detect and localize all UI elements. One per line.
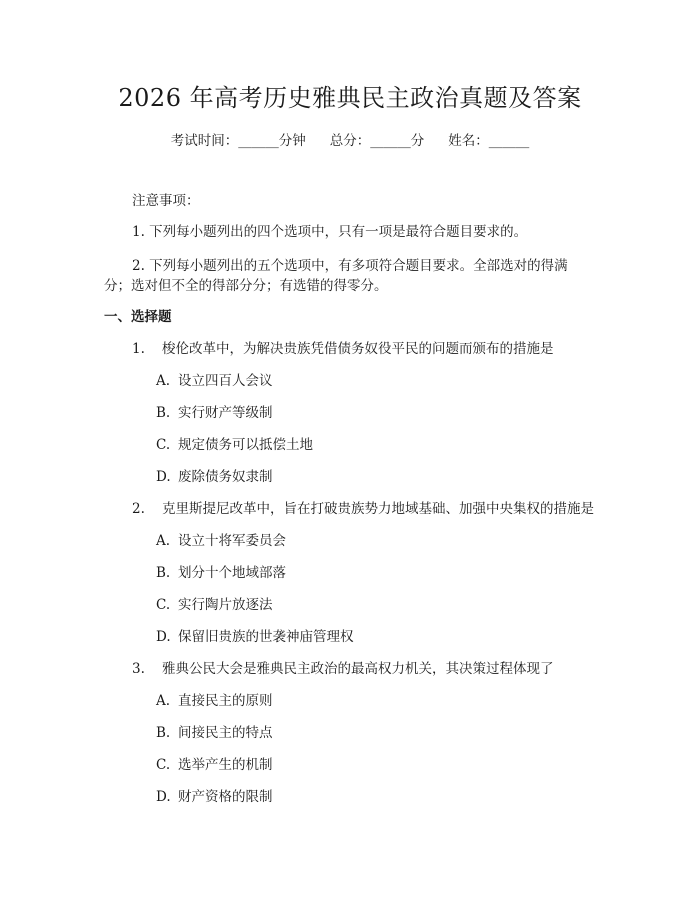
question-2-option-d (156, 627, 354, 647)
question-number: 3. (132, 661, 145, 677)
option-text: 规定债务可以抵偿土地 (178, 437, 313, 453)
question-number: 2. (132, 501, 145, 517)
option-text: 设立四百人会议 (178, 373, 273, 389)
question-text: 雅典公民大会是雅典民主政治的最高权力机关，其决策过程体现了 (162, 661, 554, 677)
question-3-option-a (156, 691, 273, 711)
total-score-field: 总分：______分 (329, 133, 425, 149)
notes-heading: 注意事项： (132, 193, 200, 209)
option-letter: D. (156, 789, 171, 805)
question-2-option-a (156, 531, 286, 551)
option-letter: A. (156, 693, 171, 709)
question-1-option-a (156, 371, 273, 391)
note-item-2-line-2: 分；选对但不全的得部分分；有选错的得零分。 (104, 278, 388, 294)
question-3-option-c (156, 755, 273, 775)
question-1-stem (132, 339, 554, 359)
option-letter: B. (156, 565, 171, 581)
question-2-option-c (156, 595, 273, 615)
option-text: 间接民主的特点 (178, 725, 273, 741)
question-2-option-b (156, 563, 286, 583)
option-text: 设立十将军委员会 (178, 533, 286, 549)
option-text: 选举产生的机制 (178, 757, 273, 773)
question-number: 1. (132, 341, 145, 357)
note-item-2-line-1: 2. 下列每小题列出的五个选项中，有多项符合题目要求。全部选对的得满 (132, 258, 568, 274)
exam-time-field: 考试时间：______分钟 (170, 133, 306, 149)
option-text: 实行财产等级制 (178, 405, 273, 421)
option-letter: C. (156, 437, 171, 453)
question-3-option-b (156, 723, 273, 743)
student-name-field: 姓名：______ (448, 133, 530, 149)
option-letter: A. (156, 373, 171, 389)
option-text: 财产资格的限制 (178, 789, 273, 805)
question-1-option-c (156, 435, 313, 455)
option-text: 直接民主的原则 (178, 693, 273, 709)
note-item-1: 1. 下列每小题列出的四个选项中，只有一项是最符合题目要求的。 (132, 224, 528, 240)
option-text: 废除债务奴隶制 (178, 469, 273, 485)
question-2-stem (132, 499, 594, 519)
question-text: 克里斯提尼改革中，旨在打破贵族势力地域基础、加强中央集权的措施是 (162, 501, 594, 517)
option-letter: B. (156, 405, 171, 421)
option-letter: A. (156, 533, 171, 549)
section-heading: 一、选择题 (104, 309, 172, 325)
question-3-option-d (156, 787, 273, 807)
option-text: 实行陶片放逐法 (178, 597, 273, 613)
question-1-option-d (156, 467, 273, 487)
option-text: 划分十个地域部落 (178, 565, 286, 581)
page-title: 2026 年高考历史雅典民主政治真题及答案 (118, 84, 582, 112)
exam-meta-line (0, 131, 700, 151)
option-letter: B. (156, 725, 171, 741)
question-3-stem (132, 659, 554, 679)
question-1-option-b (156, 403, 273, 423)
option-text: 保留旧贵族的世袭神庙管理权 (178, 629, 354, 645)
question-text: 梭伦改革中，为解决贵族凭借债务奴役平民的问题而颁布的措施是 (162, 341, 554, 357)
option-letter: D. (156, 629, 171, 645)
option-letter: D. (156, 469, 171, 485)
option-letter: C. (156, 597, 171, 613)
option-letter: C. (156, 757, 171, 773)
